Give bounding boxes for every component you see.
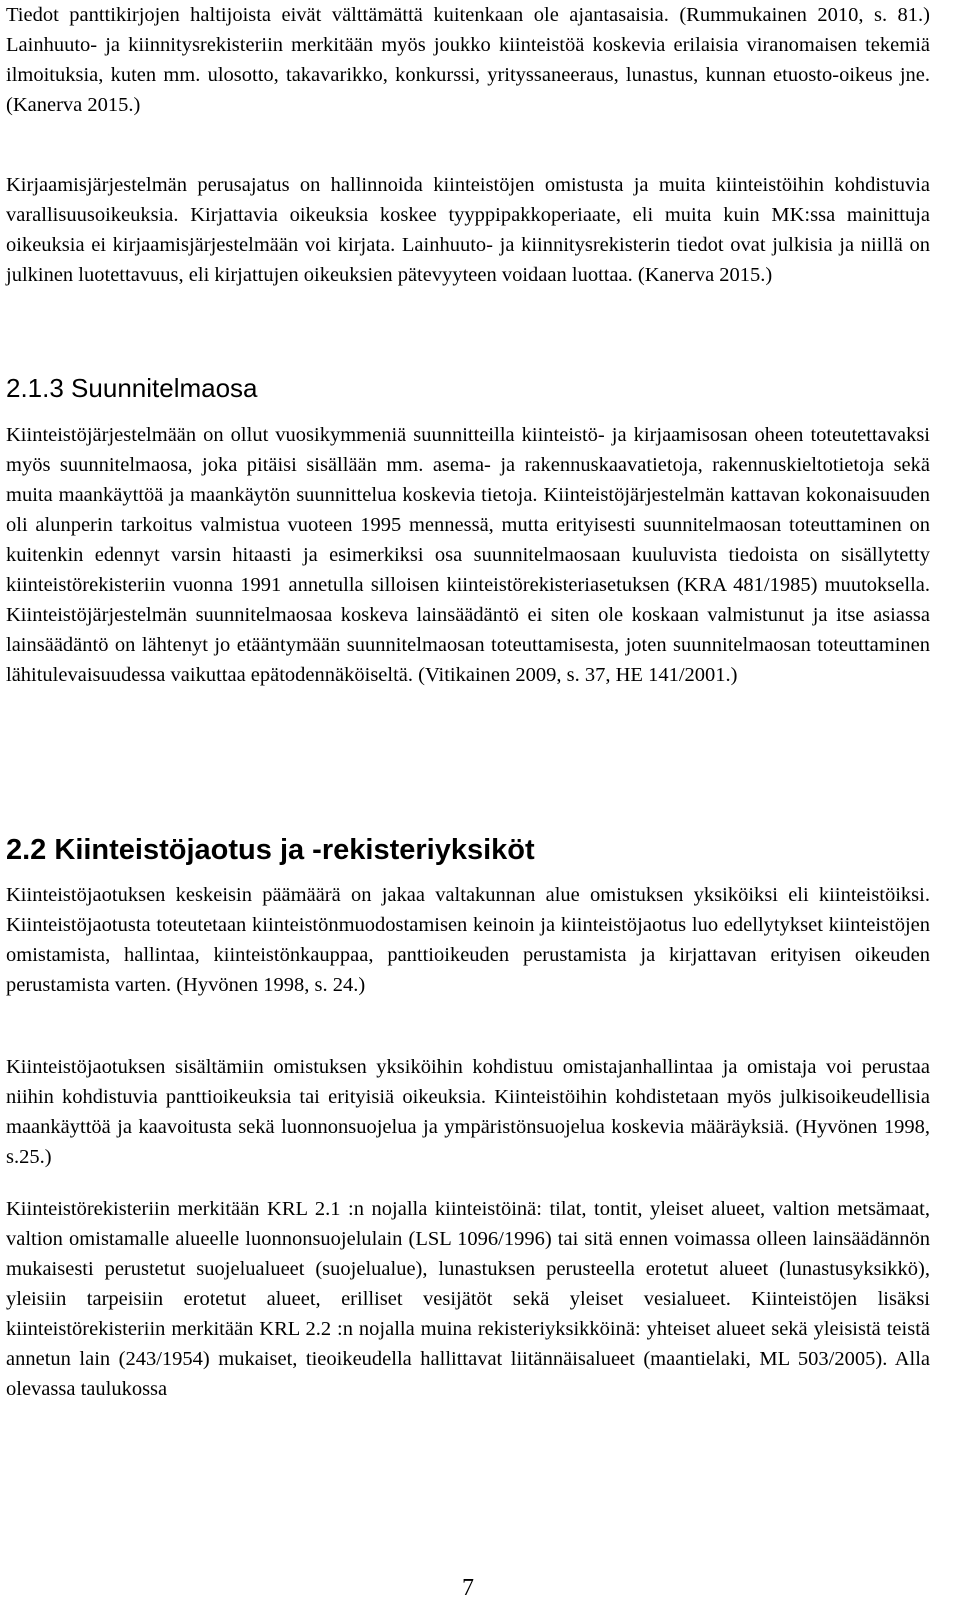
paragraph-ownership-units: Kiinteistöjaotuksen sisältämiin omistuksen yksiköihin kohdistuu omistajanhallintaa ja omistaja voi perustaa niihin kohdistuvia panttioikeuksia tai erityisiä oikeuksia. Kiinteistöihin kohdistetaan myös julkisoikeudellisia maankäyttöä ja kaavoitusta sekä luonnonsuojelua ja ympäristönsuojelua koskevia määräyksiä. (Hyvönen 1998, s.25.) (6, 1056, 930, 1168)
paragraph-property-division-goal: Kiinteistöjaotuksen keskeisin päämäärä on jakaa valtakunnan alue omistuksen yksiköiksi eli kiinteistöiksi. Kiinteistöjaotusta toteutetaan kiinteistönmuodostamisen keinoin ja kiinteistöjaotus luo edellytykset kiinteistöjen omistamista, hallintaa, kiinteistönkauppaa, panttioikeuden perustamista ja kirjattavan erityisen oikeuden perustamista varten. (Hyvönen 1998, s. 24.) (6, 884, 930, 996)
paragraph-property-register-entries: Kiinteistörekisteriin merkitään KRL 2.1 :n nojalla kiinteistöinä: tilat, tontit, yleiset alueet, valtion metsämaat, valtion omistamalle alueelle luonnonsuojelulain (LSL 1096/1996) tai sitä ennen voimassa olleen lainsäädännön mukaisesti perustetut suojelualueet (suojelualue), lunastuksen perusteella erotetut alueet (lunastusyksikkö), yleisiin tarpeisiin erotetut alueet, erilliset vesijätöt sekä yleiset vesialueet. Kiinteistöjen lisäksi kiinteistörekisteriin merkitään KRL 2.2 :n nojalla muina rekisteriyksikköinä: yhteiset alueet sekä yleisistä teistä annetun lain (243/1954) mukaiset, tieoikeudella hallittavat liitännäisalueet (maantielaki, ML 503/2005). Alla olevassa taulukossa (6, 1198, 930, 1400)
paragraph-registration-system: Kirjaamisjärjestelmän perusajatus on hallinnoida kiinteistöjen omistusta ja muita kiinteistöihin kohdistuvia varallisuusoikeuksia. Kirjattavia oikeuksia koskee tyyppipakkoperiaate, eli muita kuin MK:ssa mainittuja oikeuksia ei kirjaamisjärjestelmään voi kirjata. Lainhuuto- ja kiinnitysrekisterin tiedot ovat julkisia ja niillä on julkinen luotettavuus, eli kirjattujen oikeuksien pätevyyteen voidaan luottaa. (Kanerva 2015.) (6, 174, 930, 286)
paragraph-planning-section: Kiinteistöjärjestelmään on ollut vuosikymmeniä suunnitteilla kiinteistö- ja kirjaamisosan oheen toteutettavaksi myös suunnitelmaosa, joka pitäisi sisällään mm. asema- ja rakennuskaavatietoja, rakennuskieltotietoja sekä muita maankäyttöä ja maankäytön suunnittelua koskevia tietoja. Kiinteistöjärjestelmän kattavan kokonaisuuden oli alunperin tarkoitus valmistua vuoteen 1995 mennessä, mutta erityisesti suunnitelmaosan toteuttaminen on kuitenkin edennyt varsin hitaasti ja esimerkiksi osa suunnitelmaosaan kuuluvista tiedoista on sisällytetty kiinteistörekisteriin vuonna 1991 annetulla silloisen kiinteistörekisteriasetuksen (KRA 481/1985) muutoksella. Kiinteistöjärjestelmän suunnitelmaosaa koskeva lainsäädäntö ei siten ole koskaan valmistunut ja itse asiassa lainsäädäntö on lähtenyt jo etääntymään suunnitelmaosan toteuttamisesta, joten suunnitelmaosan toteuttaminen lähitulevaisuudessa vaikuttaa epätodennäköiseltä. (Vitikainen 2009, s. 37, HE 141/2001.) (6, 424, 930, 686)
page-number: 7 (462, 1575, 474, 1601)
section-heading-suunnitelmaosa: 2.1.3 Suunnitelmaosa (6, 373, 258, 403)
paragraph-register-notices: Tiedot panttikirjojen haltijoista eivät välttämättä kuitenkaan ole ajantasaisia. (Rummukainen 2010, s. 81.) Lainhuuto- ja kiinnitysrekisteriin merkitään myös joukko kiinteistöä koskevia erilaisia viranomaisen tekemiä ilmoituksia, kuten mm. ulosotto, takavarikko, konkurssi, yrityssaneeraus, lunastus, kunnan etuosto-oikeus jne. (Kanerva 2015.) (6, 4, 930, 116)
section-heading-kiinteistojaotus: 2.2 Kiinteistöjaotus ja -rekisteriyksiköt (6, 834, 535, 866)
